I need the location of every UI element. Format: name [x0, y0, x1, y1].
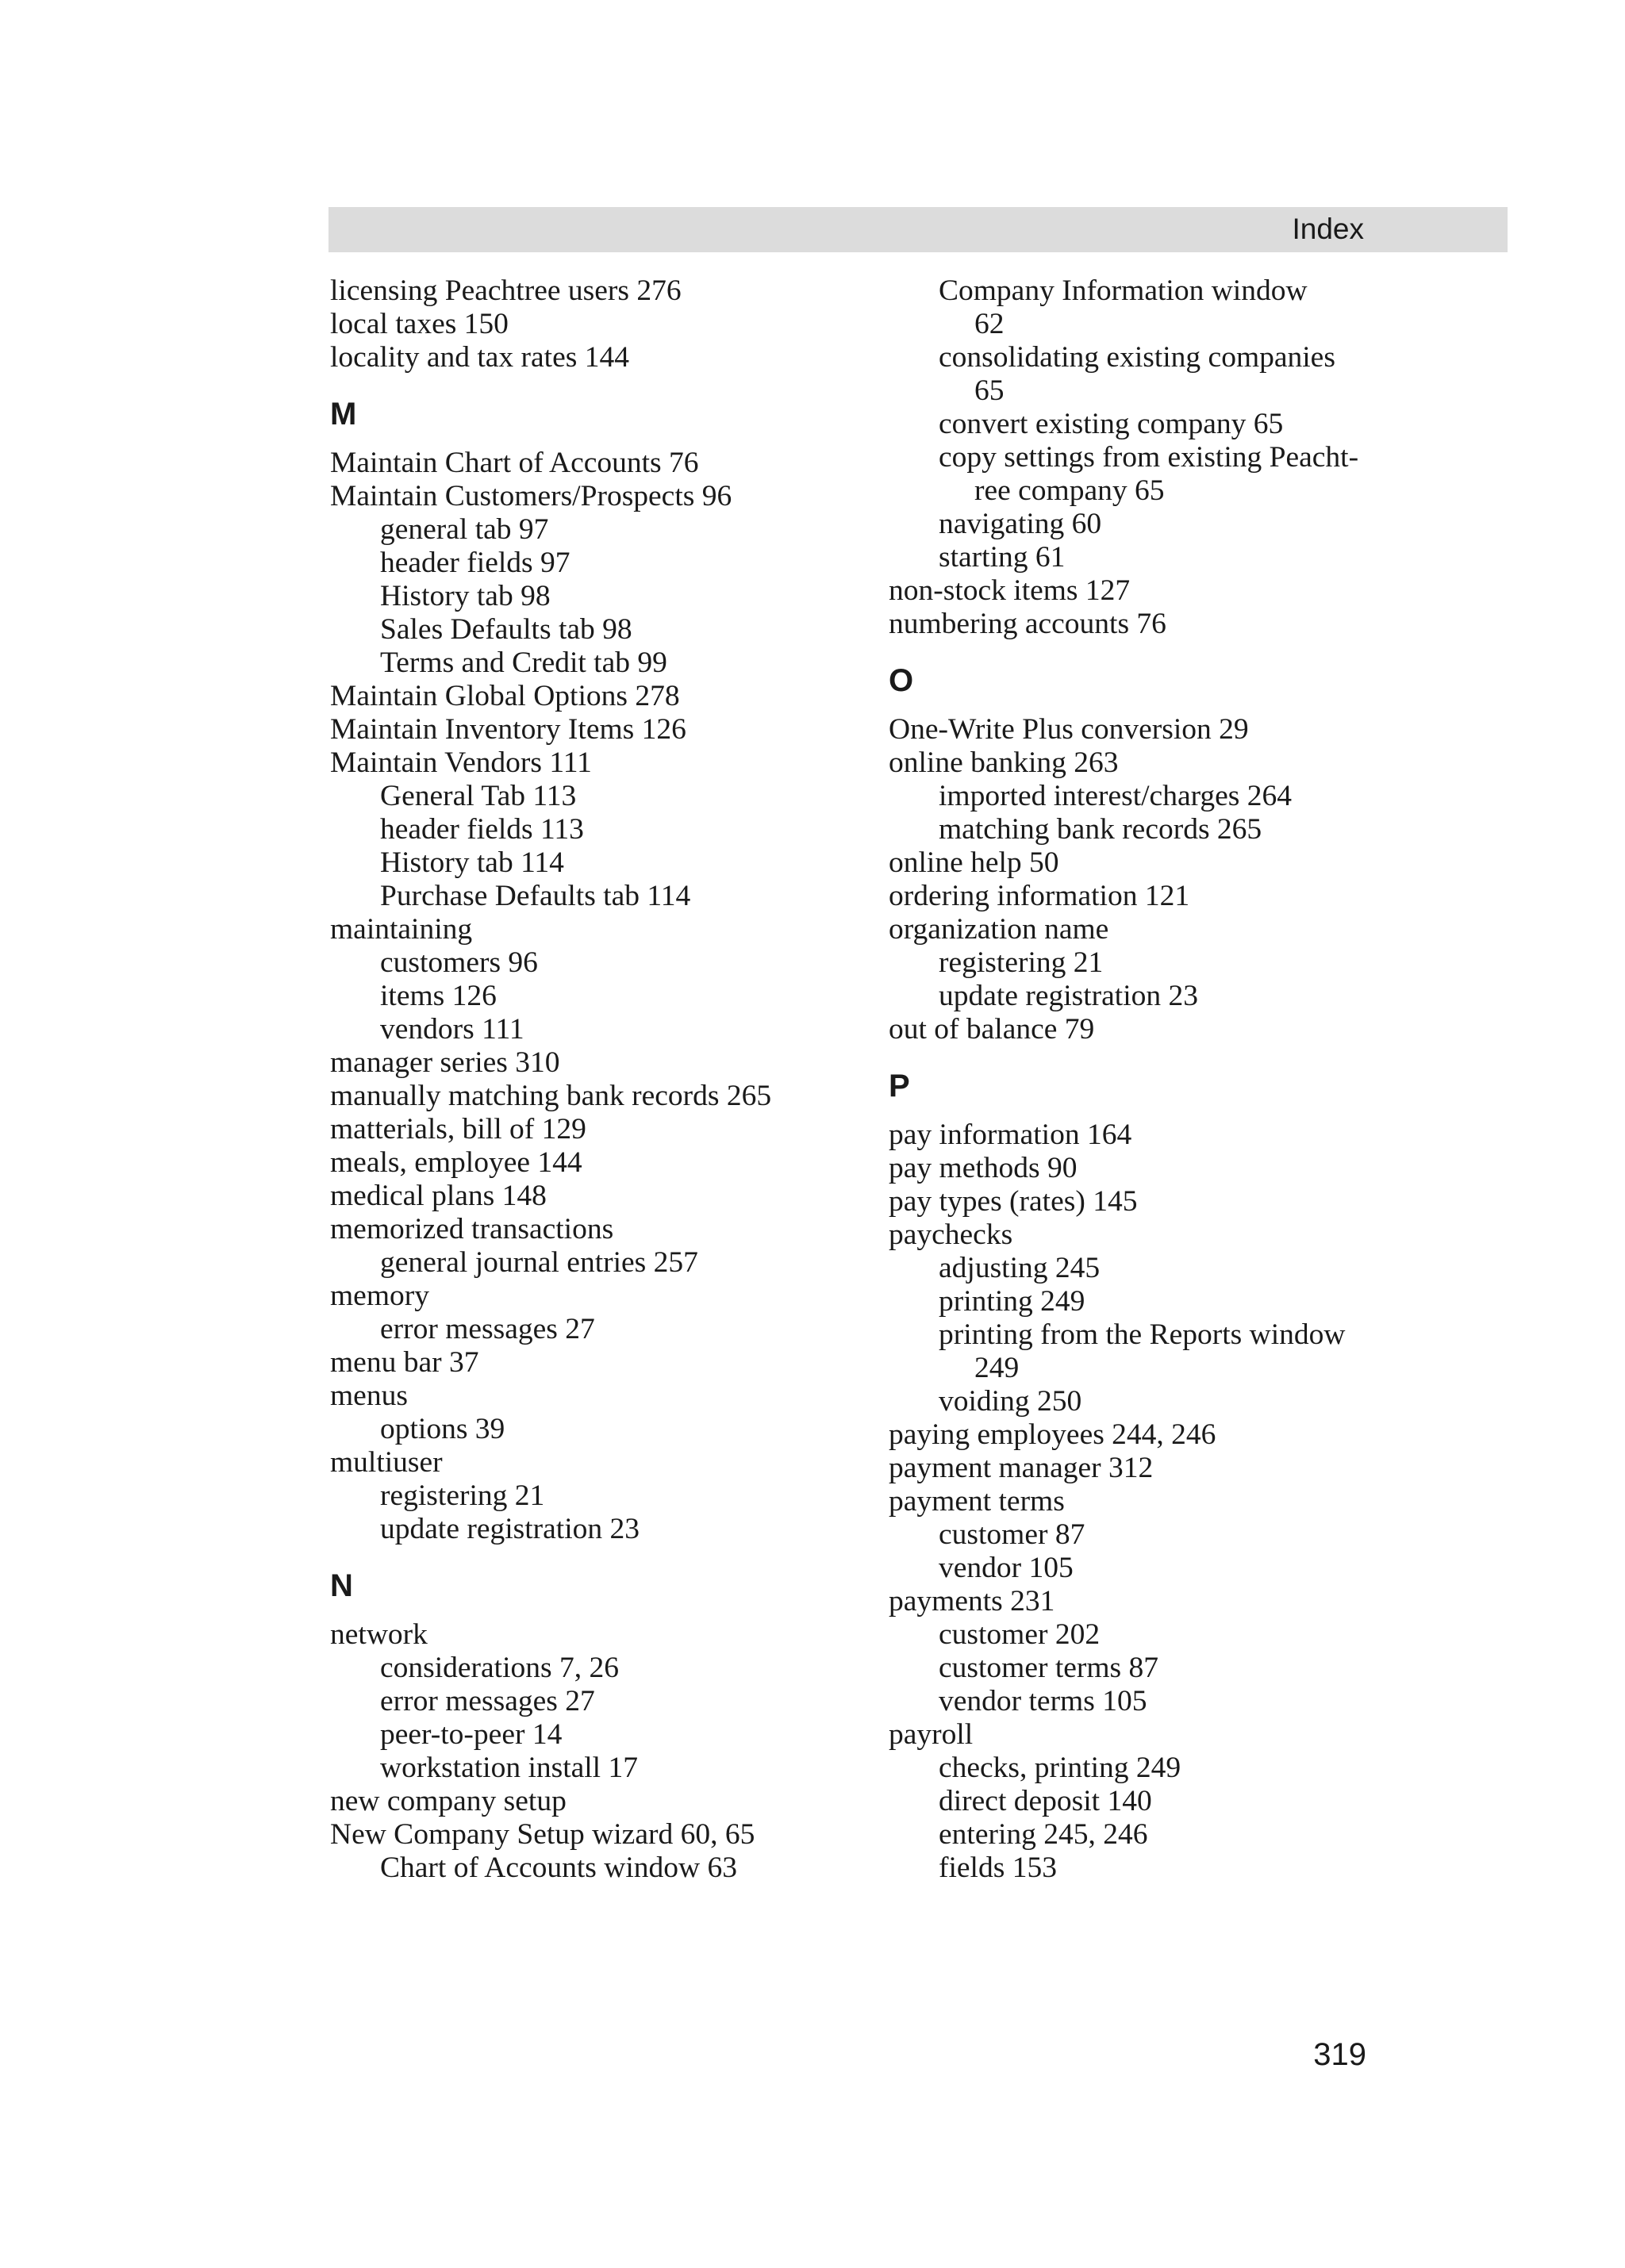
- index-entry: Maintain Vendors 111: [330, 746, 592, 779]
- index-entry: Maintain Inventory Items 126: [330, 713, 686, 746]
- index-entry: payment manager 312: [889, 1452, 1154, 1484]
- index-entry: new company setup: [330, 1785, 567, 1817]
- index-subentry: options 39: [380, 1413, 505, 1445]
- index-subentry: 65: [974, 374, 1005, 407]
- index-subentry: voiding 250: [939, 1385, 1082, 1418]
- index-section-letter: O: [889, 663, 914, 698]
- index-subentry: items 126: [380, 980, 497, 1012]
- index-subentry: general tab 97: [380, 513, 549, 546]
- index-subentry: printing from the Reports window: [939, 1318, 1346, 1351]
- index-subentry: navigating 60: [939, 508, 1102, 540]
- index-subentry: matching bank records 265: [939, 813, 1262, 846]
- index-subentry: vendor terms 105: [939, 1685, 1147, 1717]
- index-entry: Maintain Global Options 278: [330, 680, 680, 712]
- index-entry: multiuser: [330, 1446, 443, 1479]
- index-subentry: update registration 23: [380, 1513, 640, 1545]
- index-subentry: customer 87: [939, 1518, 1085, 1551]
- index-subentry: adjusting 245: [939, 1252, 1101, 1284]
- index-subentry: general journal entries 257: [380, 1246, 698, 1279]
- index-subentry: Chart of Accounts window 63: [380, 1852, 737, 1884]
- index-subentry: History tab 114: [380, 846, 564, 879]
- index-subentry: workstation install 17: [380, 1752, 638, 1784]
- index-subentry: printing 249: [939, 1285, 1085, 1318]
- index-subentry: error messages 27: [380, 1685, 595, 1717]
- index-entry: organization name: [889, 913, 1109, 946]
- index-entry: manually matching bank records 265: [330, 1080, 772, 1112]
- index-entry: memory: [330, 1280, 429, 1312]
- index-subentry: 62: [974, 308, 1005, 340]
- page-number: 319: [1313, 2037, 1366, 2072]
- index-subentry: customer 202: [939, 1618, 1101, 1651]
- index-entry: maintaining: [330, 913, 473, 946]
- index-entry: ordering information 121: [889, 880, 1190, 912]
- index-subentry: ree company 65: [974, 474, 1165, 507]
- index-subentry: vendor 105: [939, 1552, 1074, 1584]
- index-subentry: History tab 98: [380, 580, 551, 612]
- index-subentry: update registration 23: [939, 980, 1198, 1012]
- index-entry: menus: [330, 1380, 408, 1412]
- index-entry: New Company Setup wizard 60, 65: [330, 1818, 755, 1851]
- index-subentry: considerations 7, 26: [380, 1652, 619, 1684]
- index-entry: menu bar 37: [330, 1346, 479, 1379]
- index-section-letter: P: [889, 1069, 910, 1103]
- index-subentry: Sales Defaults tab 98: [380, 613, 632, 646]
- index-entry: memorized transactions: [330, 1213, 614, 1245]
- index-subentry: 249: [974, 1352, 1020, 1384]
- index-entry: local taxes 150: [330, 308, 509, 340]
- index-subentry: customer terms 87: [939, 1652, 1159, 1684]
- index-entry: licensing Peachtree users 276: [330, 274, 682, 307]
- index-entry: payment terms: [889, 1485, 1065, 1518]
- index-column-right: [889, 274, 1428, 1885]
- index-subentry: header fields 113: [380, 813, 584, 846]
- index-subentry: direct deposit 140: [939, 1785, 1152, 1817]
- index-subentry: consolidating existing companies: [939, 341, 1335, 374]
- index-subentry: customers 96: [380, 946, 538, 979]
- index-subentry: General Tab 113: [380, 780, 577, 812]
- index-subentry: header fields 97: [380, 547, 570, 579]
- index-subentry: vendors 111: [380, 1013, 524, 1046]
- index-subentry: checks, printing 249: [939, 1752, 1181, 1784]
- index-entry: matterials, bill of 129: [330, 1113, 586, 1146]
- index-subentry: Terms and Credit tab 99: [380, 647, 667, 679]
- index-entry: payroll: [889, 1718, 974, 1751]
- index-entry: numbering accounts 76: [889, 608, 1166, 640]
- index-subentry: peer-to-peer 14: [380, 1718, 563, 1751]
- index-entry: non-stock items 127: [889, 574, 1131, 607]
- index-entry: manager series 310: [330, 1046, 560, 1079]
- index-subentry: error messages 27: [380, 1313, 595, 1345]
- index-subentry: registering 21: [380, 1479, 545, 1512]
- index-section-letter: M: [330, 397, 357, 432]
- index-entry: pay methods 90: [889, 1152, 1078, 1184]
- index-entry: pay information 164: [889, 1119, 1132, 1151]
- running-header-title: Index: [1292, 213, 1364, 245]
- index-entry: meals, employee 144: [330, 1146, 582, 1179]
- index-subentry: imported interest/charges 264: [939, 780, 1293, 812]
- index-subentry: Purchase Defaults tab 114: [380, 880, 691, 912]
- index-subentry: fields 153: [939, 1852, 1057, 1884]
- index-subentry: starting 61: [939, 541, 1066, 574]
- index-subentry: Company Information window: [939, 274, 1308, 307]
- index-subentry: convert existing company 65: [939, 408, 1284, 440]
- index-subentry: copy settings from existing Peacht-: [939, 441, 1359, 474]
- index-section-letter: N: [330, 1568, 353, 1603]
- index-column-left: [330, 274, 870, 1885]
- index-entry: medical plans 148: [330, 1180, 547, 1212]
- index-entry: online help 50: [889, 846, 1059, 879]
- index-entry: One-Write Plus conversion 29: [889, 713, 1249, 746]
- running-header-bar: [328, 207, 1508, 252]
- index-entry: Maintain Chart of Accounts 76: [330, 447, 699, 479]
- index-entry: locality and tax rates 144: [330, 341, 629, 374]
- index-subentry: entering 245, 246: [939, 1818, 1148, 1851]
- index-entry: network: [330, 1618, 428, 1651]
- index-entry: out of balance 79: [889, 1013, 1095, 1046]
- index-entry: Maintain Customers/Prospects 96: [330, 480, 732, 512]
- index-entry: pay types (rates) 145: [889, 1185, 1138, 1218]
- index-subentry: registering 21: [939, 946, 1104, 979]
- index-entry: payments 231: [889, 1585, 1055, 1618]
- index-entry: paying employees 244, 246: [889, 1418, 1216, 1451]
- index-entry: online banking 263: [889, 746, 1119, 779]
- index-entry: paychecks: [889, 1218, 1013, 1251]
